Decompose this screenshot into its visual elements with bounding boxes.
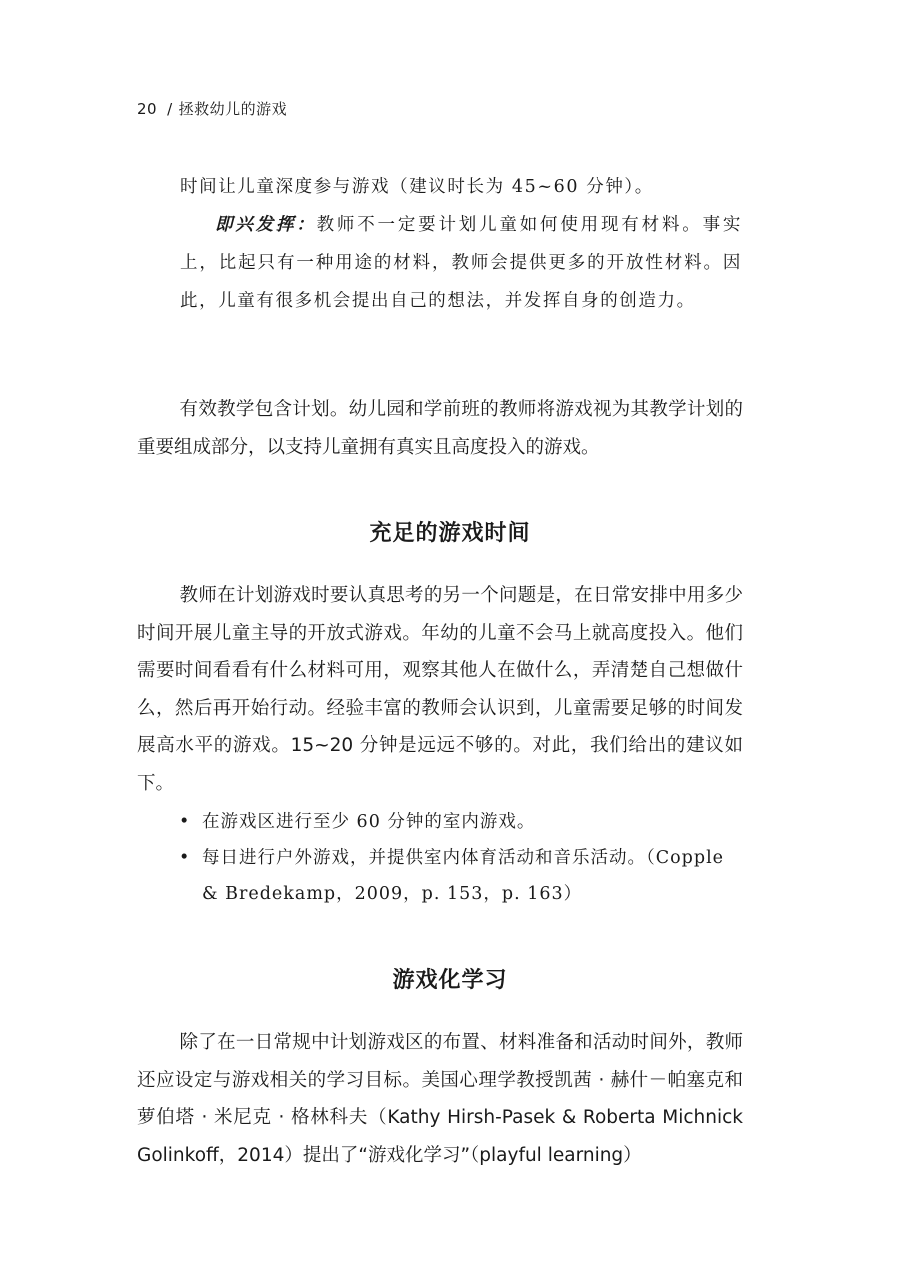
quote-paragraph [180, 206, 742, 320]
paragraph-3-text: 除了在一日常规中计划游戏区的布置、材料准备和活动时间外，教师还应设定与游戏相关的学习目标。美国心理学教授凯茜 · 赫什－帕塞克和萝伯塔 · 米尼克 · 格林科夫（Kathy Hirsh-Pasek & Roberta Michnick Golinkoff，2014）提出了“游戏化学习”（playful learning） [137, 1032, 743, 1166]
bullet-text: 在游戏区进行至少 60 分钟的室内游戏。 [202, 812, 536, 832]
bullet-list [175, 804, 745, 912]
section-heading-play-time: 充足的游戏时间 [369, 521, 531, 546]
paragraph-effective-teaching [137, 391, 743, 466]
bullet-marker: • [179, 812, 191, 832]
paragraph-playful-learning [137, 1024, 743, 1174]
list-item [175, 804, 745, 840]
bullet-marker: • [179, 848, 191, 868]
paragraph-2-text: 教师在计划游戏时要认真思考的另一个问题是，在日常安排中用多少时间开展儿童主导的开放式游戏。年幼的儿童不会马上就高度投入。他们需要时间看看有什么材料可用，观察其他人在做什么，弄清楚自己想做什么，然后再开始行动。经验丰富的教师会认识到，儿童需要足够的时间发展高水平的游戏。15~20 分钟是远远不够的。对此，我们给出的建议如下。 [137, 585, 743, 794]
quote-lead: 即兴发挥： [215, 215, 317, 235]
paragraph-1-text: 有效教学包含计划。幼儿园和学前班的教师将游戏视为其教学计划的重要组成部分，以支持儿童拥有真实且高度投入的游戏。 [137, 399, 743, 458]
page-number: 20 [137, 100, 158, 118]
section-heading-playful-learning: 游戏化学习 [392, 968, 508, 993]
running-head-separator: / [167, 100, 173, 118]
bullet-text: 每日进行户外游戏，并提供室内体育活动和音乐活动。（Copple & Bredekamp，2009，p. 153，p. 163） [202, 848, 725, 904]
quote-text: 教师不一定要计划儿童如何使用现有材料。事实上，比起只有一种用途的材料，教师会提供更多的开放性材料。因此，儿童有很多机会提出自己的想法，并发挥自身的创造力。 [180, 215, 742, 311]
running-head [137, 98, 287, 119]
quote-block [180, 168, 742, 320]
paragraph-play-time [137, 577, 743, 802]
book-title: 拯救幼儿的游戏 [178, 100, 288, 118]
quote-line-1: 时间让儿童深度参与游戏（建议时长为 45~60 分钟）。 [180, 177, 654, 197]
list-item [175, 840, 745, 912]
